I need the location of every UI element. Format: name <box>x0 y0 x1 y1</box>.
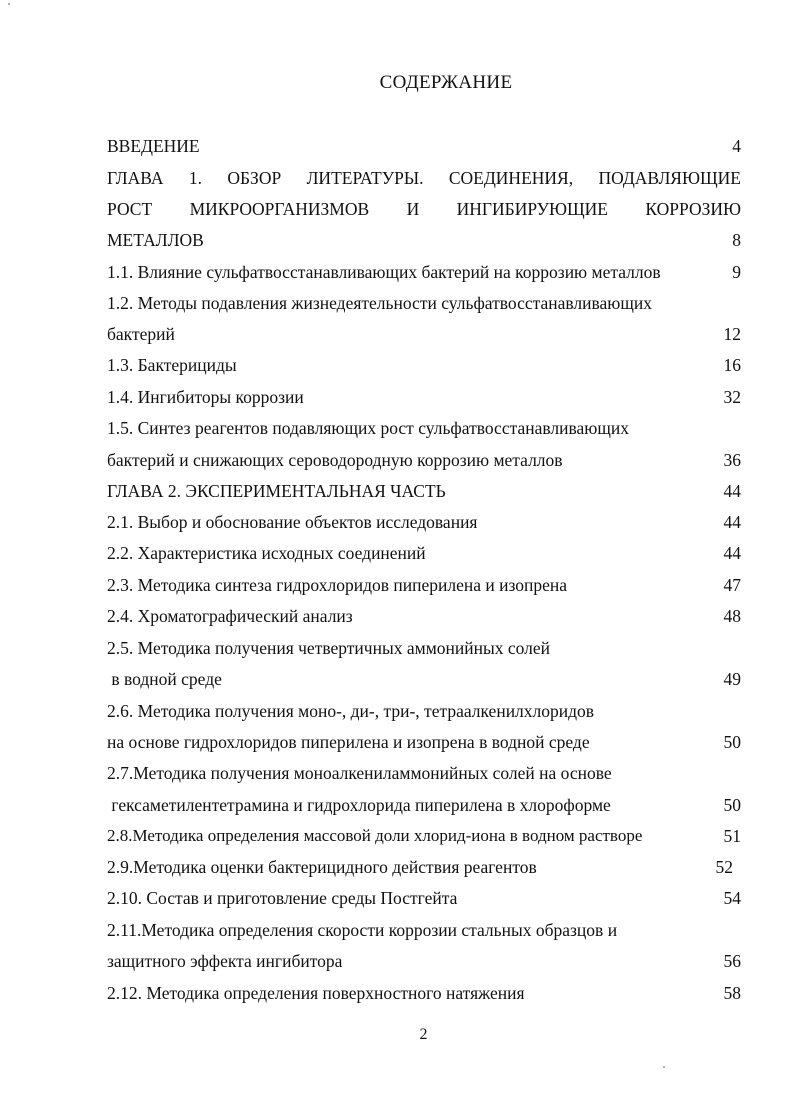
toc-page-number: 9 <box>732 262 741 282</box>
toc-entry-title: МЕТАЛЛОВ <box>107 230 204 250</box>
toc-page-number: 36 <box>723 450 741 470</box>
toc-page-number: 16 <box>723 355 741 375</box>
toc-entry-title: в водной среде <box>107 669 222 689</box>
toc-entry-1-3 <box>107 354 741 376</box>
page-title: СОДЕРЖАНИЕ <box>379 72 513 93</box>
toc-entry-2-8 <box>107 825 741 847</box>
toc-page-number: 12 <box>723 324 741 344</box>
toc-entry-title: 2.8.Методика определения массовой доли хлорид-иона в водном растворе <box>107 826 643 845</box>
toc-word: ЛИТЕРАТУРЫ. <box>306 168 424 188</box>
toc-entry-2-7-line-1 <box>107 762 741 784</box>
toc-entry-title: защитного эффекта ингибитора <box>107 951 343 971</box>
toc-entry-title: на основе гидрохлоридов пиперилена и изопрена в водной среде <box>107 732 590 752</box>
toc-page-number: 47 <box>723 575 741 595</box>
toc-entry-2-12 <box>107 982 741 1004</box>
toc-entry-title: 2.4. Хроматографический анализ <box>107 606 353 626</box>
toc-entry-2-9 <box>107 856 741 878</box>
toc-entry-1-2-line-1 <box>107 292 741 314</box>
toc-entry-2-5-line-1 <box>107 637 741 659</box>
toc-entry-2-7-line-2 <box>107 794 741 816</box>
toc-entry-title: 2.10. Состав и приготовление среды Постгейта <box>107 888 458 908</box>
toc-entry-2-11-line-1 <box>107 919 741 941</box>
toc-word: МИКРООРГАНИЗМОВ <box>189 199 370 219</box>
toc-word: СОЕДИНЕНИЯ, <box>448 168 574 188</box>
toc-entry-title: 1.2. Методы подавления жизнедеятельности сульфатвосстанавливающих <box>107 293 652 313</box>
toc-entry-1-5-line-1 <box>107 417 741 439</box>
toc-entry-title: 2.12. Методика определения поверхностного натяжения <box>107 983 525 1003</box>
toc-entry-title: бактерий <box>107 324 175 344</box>
toc-page-number: 44 <box>723 512 741 532</box>
toc-entry-title: 1.1. Влияние сульфатвосстанавливающих бактерий на коррозию металлов <box>107 262 661 282</box>
toc-page-number: 44 <box>723 543 741 563</box>
toc-entry-1-5-line-2 <box>107 449 741 471</box>
toc-chapter-1-line-1 <box>107 167 741 189</box>
toc-word: РОСТ <box>107 199 153 219</box>
toc-page-number: 32 <box>723 387 741 407</box>
toc-entry-title: ВВЕДЕНИЕ <box>107 136 200 156</box>
toc-entry-title: 2.5. Методика получения четвертичных аммонийных солей <box>107 638 551 658</box>
toc-page-number: 50 <box>723 732 741 752</box>
toc-word: И <box>406 199 420 219</box>
toc-entry-title: 2.6. Методика получения моно-, ди-, три-, тетраалкенилхлоридов <box>107 701 595 721</box>
toc-entry-1-1 <box>107 261 741 283</box>
toc-entry-intro <box>107 135 741 157</box>
toc-page-number: 4 <box>732 136 741 156</box>
toc-page-number: 51 <box>723 826 741 846</box>
toc-chapter-1-line-2 <box>107 198 741 220</box>
toc-word: ИНГИБИРУЮЩИЕ <box>456 199 608 219</box>
toc-chapter-2 <box>107 480 741 502</box>
toc-word: ОБЗОР <box>227 168 282 188</box>
toc-word: 1. <box>188 168 203 188</box>
toc-entry-2-4 <box>107 605 741 627</box>
toc-page-number: 54 <box>723 888 741 908</box>
scan-speck <box>663 1066 665 1068</box>
toc-entry-2-6-line-2 <box>107 731 741 753</box>
toc-entry-title: 2.3. Методика синтеза гидрохлоридов пиперилена и изопрена <box>107 575 568 595</box>
toc-entry-title: 2.9.Методика оценки бактерицидного действия реагентов <box>107 857 537 877</box>
toc-entry-2-2 <box>107 542 741 564</box>
toc-page-number: 50 <box>723 795 741 815</box>
toc-page-number: 49 <box>723 669 741 689</box>
toc-entry-title: 1.3. Бактерициды <box>107 355 237 375</box>
toc-entry-2-5-line-2 <box>107 668 741 690</box>
page-number: 2 <box>419 1026 428 1043</box>
toc-entry-title: гексаметилентетрамина и гидрохлорида пиперилена в хлороформе <box>107 795 611 815</box>
toc-entry-title: бактерий и снижающих сероводородную коррозию металлов <box>107 450 563 470</box>
toc-entry-title: 2.7.Методика получения моноалкениламмонийных солей на основе <box>107 763 612 783</box>
toc-chapter-1-line-3 <box>107 229 741 251</box>
toc-entry-title: ГЛАВА 2. ЭКСПЕРИМЕНТАЛЬНАЯ ЧАСТЬ <box>107 481 446 501</box>
toc-page-number: 48 <box>723 606 741 626</box>
toc-page-number: 58 <box>723 983 741 1003</box>
toc-word: ПОДАВЛЯЮЩИЕ <box>598 168 741 188</box>
toc-page-number: 52 <box>715 857 733 877</box>
toc-entry-title: 2.1. Выбор и обоснование объектов исследования <box>107 512 478 532</box>
toc-entry-title: 2.2. Характеристика исходных соединений <box>107 543 426 563</box>
toc-page-number: 44 <box>723 481 741 501</box>
toc-entry-title: 1.5. Синтез реагентов подавляющих рост сульфатвосстанавливающих <box>107 418 629 438</box>
toc-entry-title: 1.4. Ингибиторы коррозии <box>107 387 304 407</box>
toc-entry-2-1 <box>107 511 741 533</box>
toc-entry-2-6-line-1 <box>107 700 741 722</box>
toc-entry-1-4 <box>107 386 741 408</box>
toc-entry-title: 2.11.Методика определения скорости коррозии стальных образцов и <box>107 920 618 940</box>
toc-entry-2-11-line-2 <box>107 950 741 972</box>
toc-word: ГЛАВА <box>107 168 164 188</box>
toc-page-number: 8 <box>732 230 741 250</box>
toc-entry-2-10 <box>107 887 741 909</box>
toc-page-number: 56 <box>723 951 741 971</box>
toc-entry-2-3 <box>107 574 741 596</box>
toc-word: КОРРОЗИЮ <box>645 199 741 219</box>
toc-entry-1-2-line-2 <box>107 323 741 345</box>
scan-speck <box>8 3 10 5</box>
